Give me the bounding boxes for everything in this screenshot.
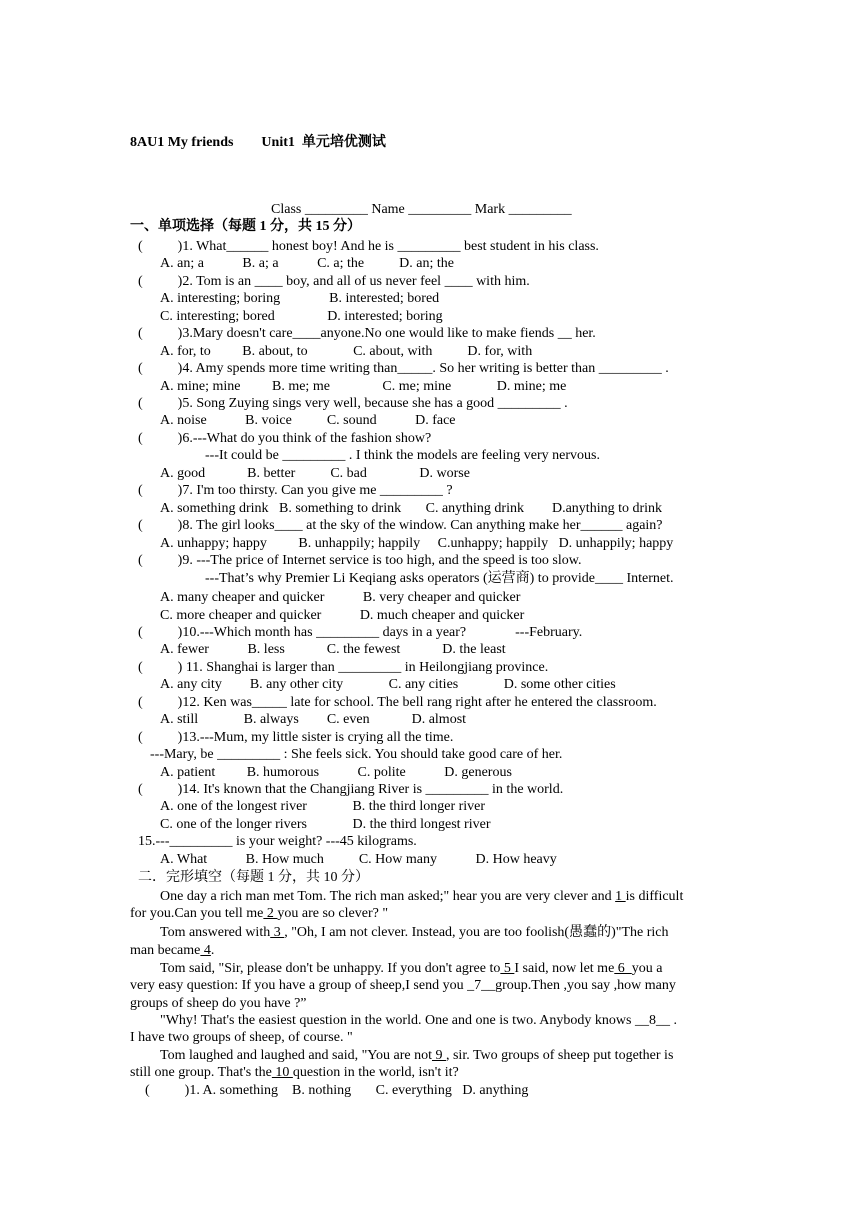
blank-5: 5 xyxy=(500,961,515,976)
passage-para5: Tom laughed and laughed and said, "You are not 9 , sir. Two groups of sheep put together is xyxy=(160,1048,674,1063)
question-6: ( )6.---What do you think of the fashion show? xyxy=(138,431,432,446)
question-8-options: A. unhappy; happy B. unhappily; happily C.unhappy; happily D. unhappily; happy xyxy=(160,536,674,551)
question-15-options: A. What B. How much C. How many D. How heavy xyxy=(160,852,557,867)
question-5: ( )5. Song Zuying sings very well, because she has a good _________ . xyxy=(138,396,568,411)
question-9-line2: ---That’s why Premier Li Keqiang asks operators (运营商) to provide____ Internet. xyxy=(205,571,674,586)
question-2-options-cd: C. interesting; bored D. interested; boring xyxy=(160,309,443,324)
passage-para2: Tom answered with 3 , "Oh, I am not clever. Instead, you are too foolish(愚蠢的)"The rich xyxy=(160,925,669,940)
question-13-line2: ---Mary, be _________ : She feels sick. You should take good care of her. xyxy=(150,747,563,762)
question-12-options: A. still B. always C. even D. almost xyxy=(160,712,467,727)
student-info-line: Class _________ Name _________ Mark _________ xyxy=(271,202,572,217)
question-15: 15.---_________ is your weight? ---45 kilograms. xyxy=(138,834,417,849)
section1-heading: 一、单项选择（每题 1 分，共 15 分） xyxy=(130,219,361,234)
blank-6: 6 xyxy=(614,961,632,976)
passage-para2-line2: man became 4. xyxy=(130,943,215,958)
question-10: ( )10.---Which month has _________ days in a year? ---February. xyxy=(138,625,583,640)
question-2: ( )2. Tom is an ____ boy, and all of us never feel ____ with him. xyxy=(138,274,530,289)
question-11: ( ) 11. Shanghai is larger than _________ in Heilongjiang province. xyxy=(138,660,549,675)
question-7-options: A. something drink B. something to drink C. anything drink D.anything to drink xyxy=(160,501,663,516)
question-9: ( )9. ---The price of Internet service is too high, and the speed is too slow. xyxy=(138,553,582,568)
question-3: ( )3.Mary doesn't care____anyone.No one would like to make fiends __ her. xyxy=(138,326,596,341)
question-14: ( )14. It's known that the Changjiang River is _________ in the world. xyxy=(138,782,564,797)
question-6-line2: ---It could be _________ . I think the models are feeling very nervous. xyxy=(205,448,601,463)
blank-3: 3 xyxy=(270,925,285,940)
question-8: ( )8. The girl looks____ at the sky of the window. Can anything make her______ again? xyxy=(138,518,663,533)
cloze-question-1: ( )1. A. something B. nothing C. everything D. anything xyxy=(145,1083,529,1098)
blank-2: 2 xyxy=(263,906,278,921)
question-11-options: A. any city B. any other city C. any cities D. some other cities xyxy=(160,677,616,692)
blank-1: 1 xyxy=(615,889,626,904)
passage-para5-line2: still one group. That's the 10 question in the world, isn't it? xyxy=(130,1065,459,1080)
question-12: ( )12. Ken was_____ late for school. The bell rang right after he entered the classroom. xyxy=(138,695,657,710)
passage-para1: One day a rich man met Tom. The rich man asked;" hear you are very clever and 1 is difficult xyxy=(160,889,684,904)
blank-4: 4 xyxy=(200,943,211,958)
question-6-options: A. good B. better C. bad D. worse xyxy=(160,466,470,481)
question-13: ( )13.---Mum, my little sister is crying all the time. xyxy=(138,730,454,745)
passage-para4-line2: I have two groups of sheep, of course. " xyxy=(130,1030,353,1045)
passage-para4: "Why! That's the easiest question in the world. One and one is two. Anybody knows __8__ . xyxy=(160,1013,677,1028)
passage-para3-line2: very easy question: If you have a group of sheep,I send you _7__group.Then ,you say ,how many xyxy=(130,978,676,993)
passage-para1-line2: for you.Can you tell me 2 you are so clever? " xyxy=(130,906,389,921)
question-9-options-cd: C. more cheaper and quicker D. much cheaper and quicker xyxy=(160,608,525,623)
question-9-options-ab: A. many cheaper and quicker B. very cheaper and quicker xyxy=(160,590,521,605)
passage-para3: Tom said, "Sir, please don't be unhappy. If you don't agree to 5 I said, now let me 6 you a xyxy=(160,961,663,976)
question-10-options: A. fewer B. less C. the fewest D. the least xyxy=(160,642,506,657)
page-title: 8AU1 My friends Unit1 单元培优测试 xyxy=(130,135,386,150)
question-1-options: A. an; a B. a; a C. a; the D. an; the xyxy=(160,256,454,271)
question-14-options-ab: A. one of the longest river B. the third longer river xyxy=(160,799,486,814)
question-5-options: A. noise B. voice C. sound D. face xyxy=(160,413,456,428)
question-13-options: A. patient B. humorous C. polite D. generous xyxy=(160,765,512,780)
question-3-options: A. for, to B. about, to C. about, with D. for, with xyxy=(160,344,533,359)
question-2-options-ab: A. interesting; boring B. interested; bored xyxy=(160,291,440,306)
blank-10: 10 xyxy=(271,1065,293,1080)
question-7: ( )7. I'm too thirsty. Can you give me _________ ? xyxy=(138,483,453,498)
section2-heading: 二．完形填空（每题 1 分，共 10 分） xyxy=(138,870,369,885)
question-4-options: A. mine; mine B. me; me C. me; mine D. mine; me xyxy=(160,379,567,394)
blank-9: 9 xyxy=(431,1048,446,1063)
question-14-options-cd: C. one of the longer rivers D. the third longest river xyxy=(160,817,491,832)
passage-para3-line3: groups of sheep do you have ?” xyxy=(130,996,307,1011)
question-1: ( )1. What______ honest boy! And he is _________ best student in his class. xyxy=(138,239,599,254)
question-4: ( )4. Amy spends more time writing than_____. So her writing is better than _________ . xyxy=(138,361,669,376)
